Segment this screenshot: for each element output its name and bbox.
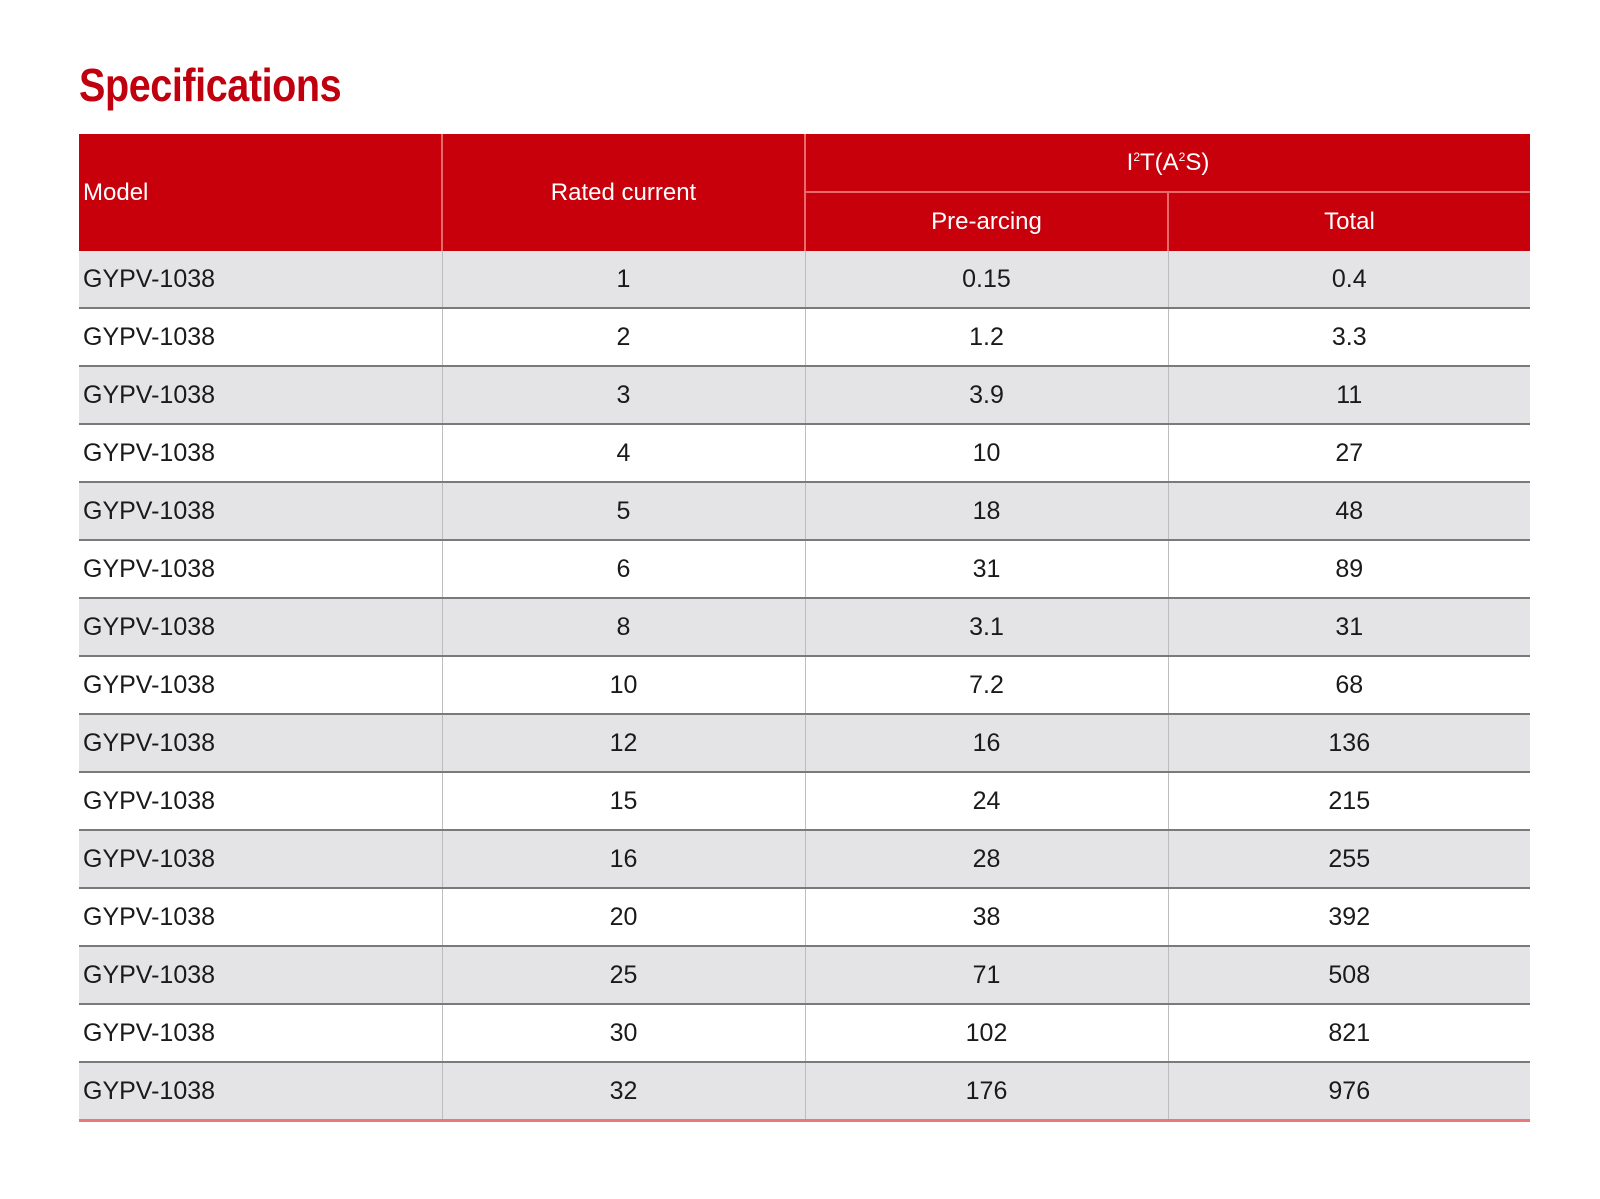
header-i2t-sup-2: 2	[1178, 149, 1186, 164]
cell-rated-current: 6	[442, 540, 805, 598]
cell-pre-arcing: 7.2	[805, 656, 1168, 714]
cell-model: GYPV-1038	[79, 656, 442, 714]
cell-model: GYPV-1038	[79, 830, 442, 888]
cell-total: 976	[1168, 1062, 1530, 1121]
cell-rated-current: 30	[442, 1004, 805, 1062]
cell-rated-current: 4	[442, 424, 805, 482]
cell-total: 3.3	[1168, 308, 1530, 366]
cell-rated-current: 5	[442, 482, 805, 540]
cell-rated-current: 2	[442, 308, 805, 366]
table-row	[79, 656, 1530, 714]
cell-pre-arcing: 3.1	[805, 598, 1168, 656]
cell-pre-arcing: 10	[805, 424, 1168, 482]
cell-pre-arcing: 176	[805, 1062, 1168, 1121]
table-row	[79, 1062, 1530, 1121]
header-i2t-group	[805, 134, 1530, 192]
header-pre-arcing: Pre-arcing	[805, 192, 1168, 251]
cell-total: 11	[1168, 366, 1530, 424]
cell-rated-current: 1	[442, 251, 805, 308]
cell-model: GYPV-1038	[79, 366, 442, 424]
cell-model: GYPV-1038	[79, 772, 442, 830]
cell-pre-arcing: 3.9	[805, 366, 1168, 424]
table-row	[79, 946, 1530, 1004]
cell-rated-current: 15	[442, 772, 805, 830]
cell-total: 48	[1168, 482, 1530, 540]
cell-pre-arcing: 24	[805, 772, 1168, 830]
table-row	[79, 251, 1530, 308]
header-i2t-suffix: S)	[1185, 148, 1210, 176]
cell-rated-current: 16	[442, 830, 805, 888]
cell-model: GYPV-1038	[79, 540, 442, 598]
table-row	[79, 772, 1530, 830]
table-row	[79, 308, 1530, 366]
table-body	[79, 251, 1530, 1121]
cell-model: GYPV-1038	[79, 251, 442, 308]
cell-pre-arcing: 31	[805, 540, 1168, 598]
cell-total: 89	[1168, 540, 1530, 598]
cell-pre-arcing: 28	[805, 830, 1168, 888]
cell-rated-current: 32	[442, 1062, 805, 1121]
cell-rated-current: 3	[442, 366, 805, 424]
cell-model: GYPV-1038	[79, 714, 442, 772]
header-i2t-prefix: I	[1126, 148, 1134, 176]
table-row	[79, 1004, 1530, 1062]
cell-pre-arcing: 0.15	[805, 251, 1168, 308]
header-total: Total	[1168, 192, 1530, 251]
cell-model: GYPV-1038	[79, 1004, 442, 1062]
table-row	[79, 482, 1530, 540]
table-row	[79, 540, 1530, 598]
cell-total: 136	[1168, 714, 1530, 772]
cell-pre-arcing: 102	[805, 1004, 1168, 1062]
cell-model: GYPV-1038	[79, 1062, 442, 1121]
cell-total: 31	[1168, 598, 1530, 656]
cell-total: 508	[1168, 946, 1530, 1004]
cell-rated-current: 8	[442, 598, 805, 656]
cell-pre-arcing: 71	[805, 946, 1168, 1004]
cell-rated-current: 12	[442, 714, 805, 772]
table-row	[79, 888, 1530, 946]
cell-total: 821	[1168, 1004, 1530, 1062]
cell-pre-arcing: 1.2	[805, 308, 1168, 366]
cell-model: GYPV-1038	[79, 308, 442, 366]
cell-model: GYPV-1038	[79, 946, 442, 1004]
cell-total: 255	[1168, 830, 1530, 888]
header-i2t-mid: T(A	[1140, 148, 1179, 176]
cell-rated-current: 25	[442, 946, 805, 1004]
header-i2t-sup-1: 2	[1133, 149, 1140, 164]
header-rated-current: Rated current	[442, 134, 805, 251]
cell-pre-arcing: 18	[805, 482, 1168, 540]
cell-model: GYPV-1038	[79, 482, 442, 540]
table-row	[79, 424, 1530, 482]
cell-total: 68	[1168, 656, 1530, 714]
cell-rated-current: 20	[442, 888, 805, 946]
specifications-table	[79, 134, 1530, 1122]
cell-model: GYPV-1038	[79, 598, 442, 656]
cell-total: 0.4	[1168, 251, 1530, 308]
cell-rated-current: 10	[442, 656, 805, 714]
cell-pre-arcing: 16	[805, 714, 1168, 772]
cell-total: 27	[1168, 424, 1530, 482]
table-header	[79, 134, 1530, 251]
cell-model: GYPV-1038	[79, 888, 442, 946]
table-row	[79, 714, 1530, 772]
cell-total: 392	[1168, 888, 1530, 946]
table-row	[79, 366, 1530, 424]
table-row	[79, 598, 1530, 656]
cell-pre-arcing: 38	[805, 888, 1168, 946]
cell-model: GYPV-1038	[79, 424, 442, 482]
header-row-top	[79, 134, 1530, 192]
page-title: Specifications	[79, 59, 342, 111]
header-model: Model	[79, 134, 442, 251]
table-row	[79, 830, 1530, 888]
cell-total: 215	[1168, 772, 1530, 830]
